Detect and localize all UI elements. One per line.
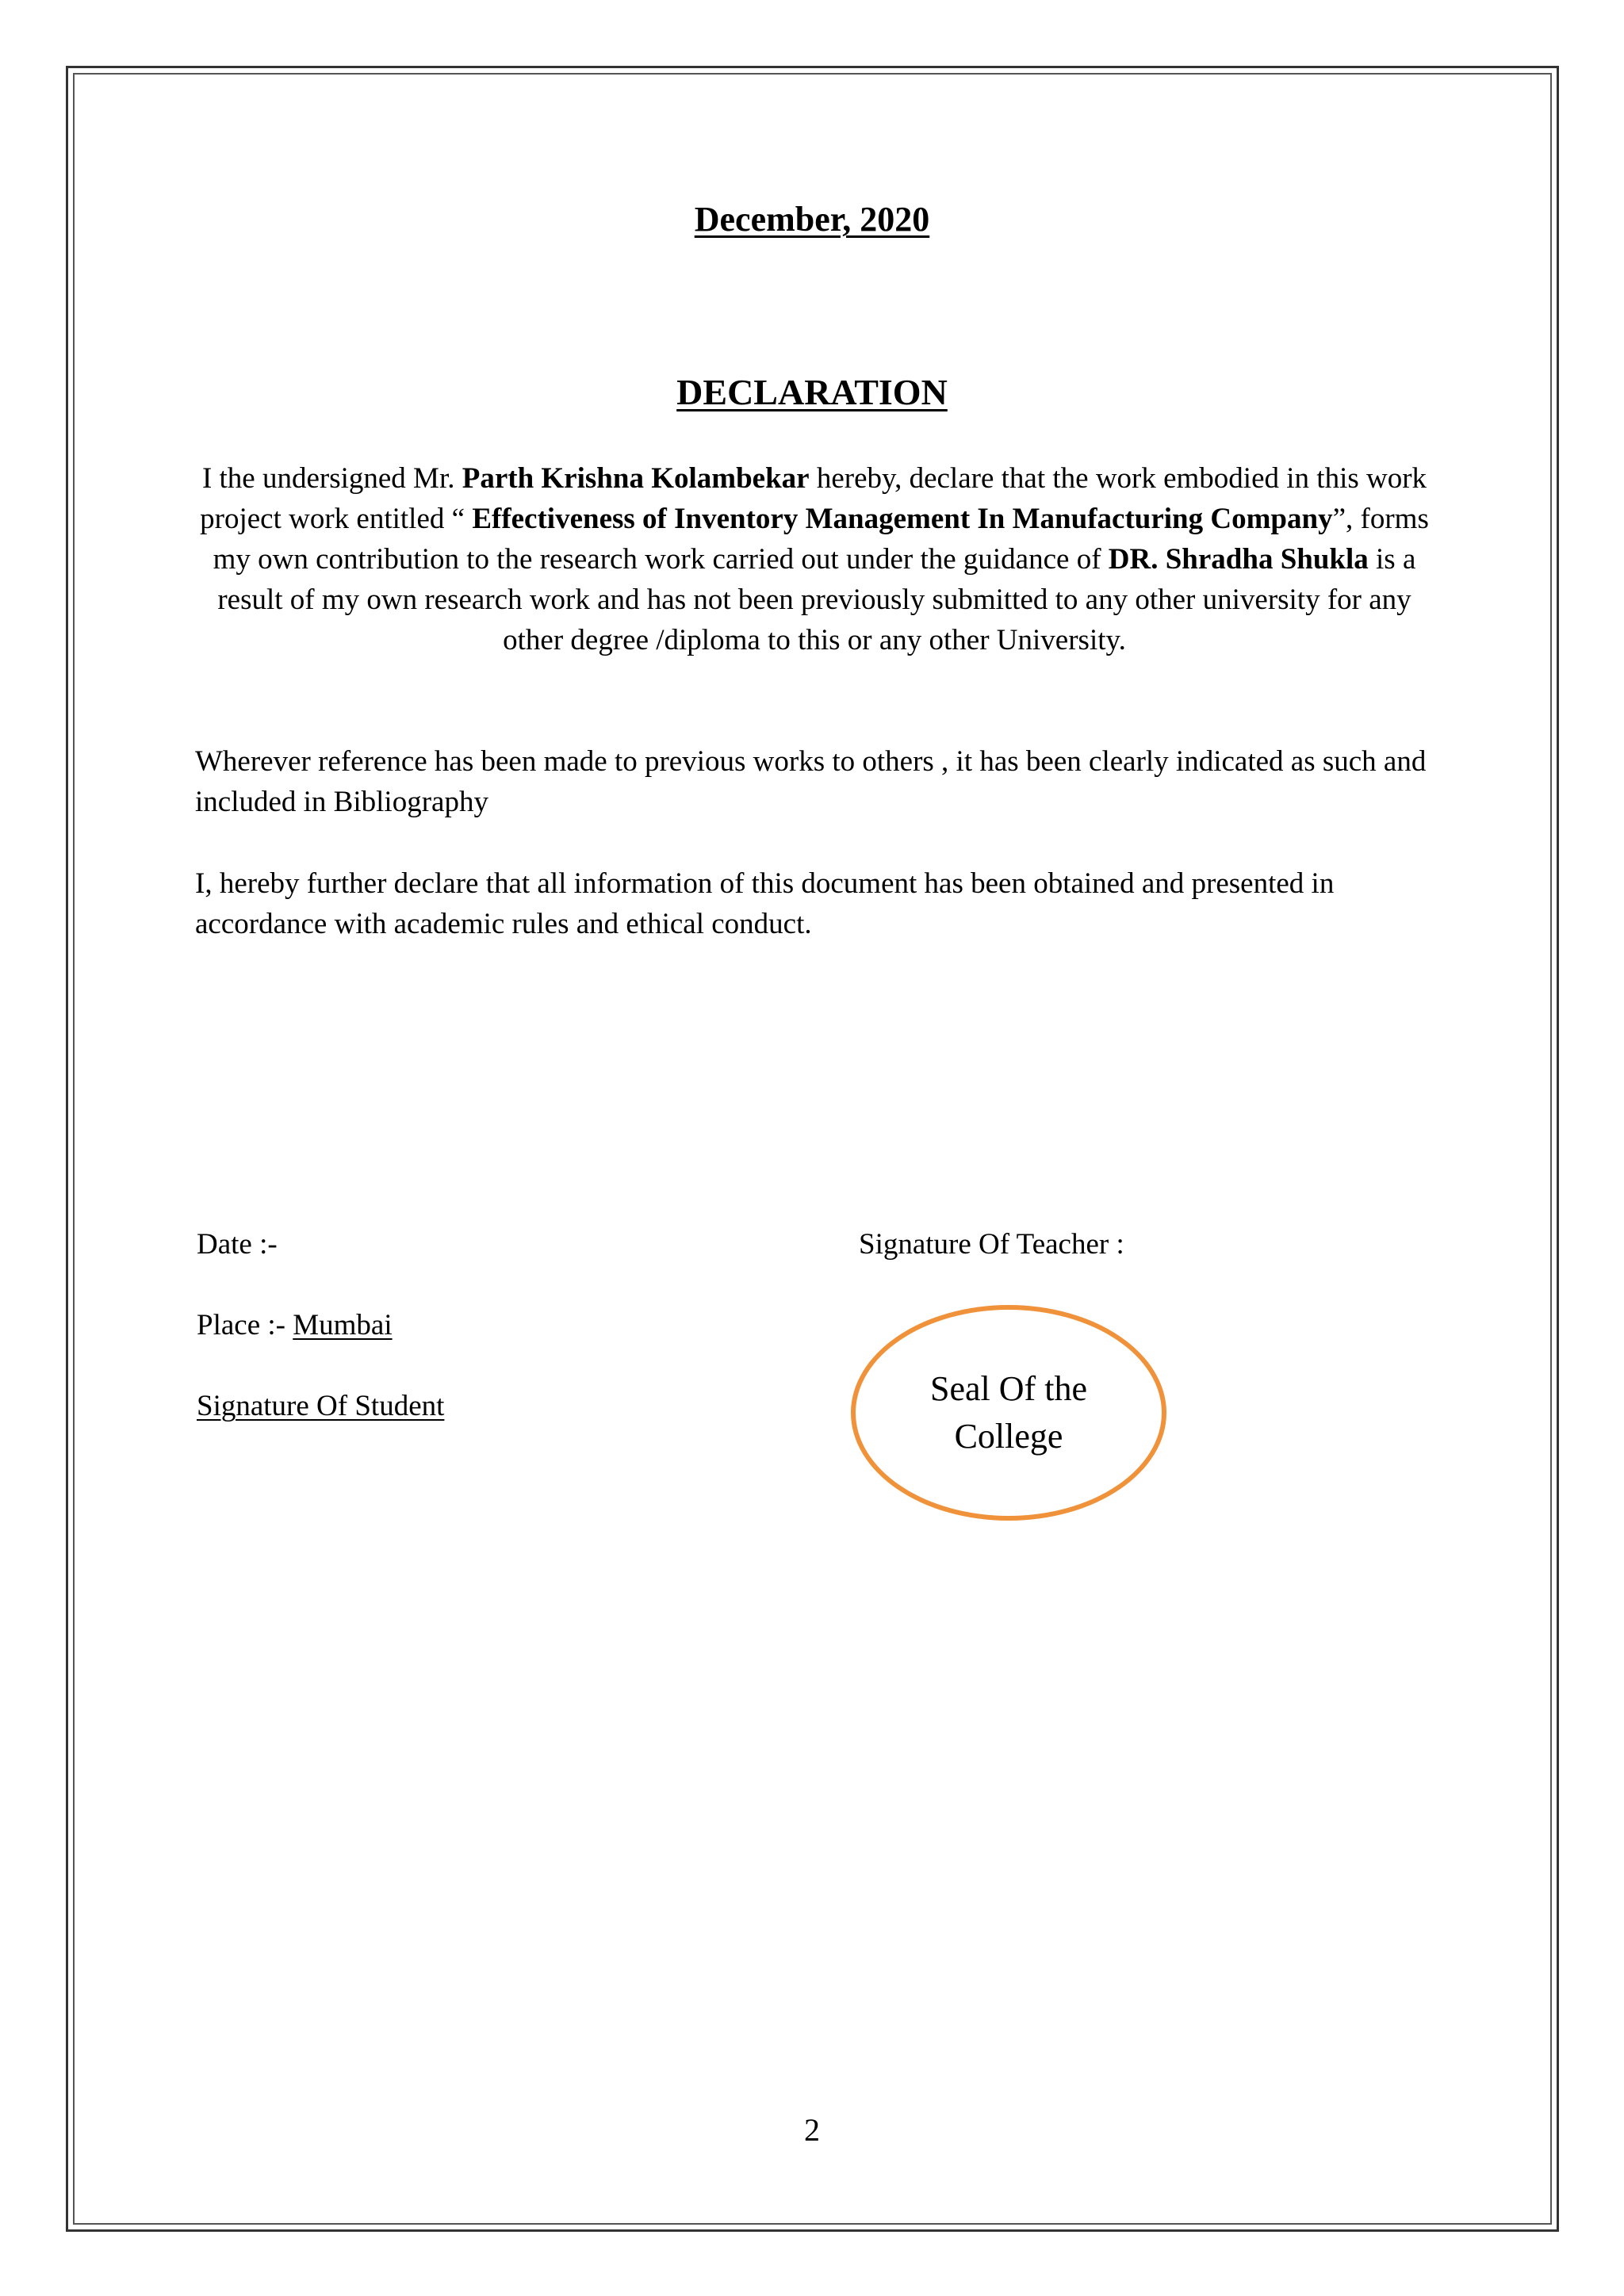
date-field: Date :- — [197, 1228, 278, 1261]
para1-text-3: ”, forms my own contribution to the research work carried out under the guidance of — [213, 503, 1429, 576]
declaration-title — [0, 369, 1624, 416]
para1-text-1: I the undersigned Mr. — [201, 462, 462, 495]
project-title: Effectiveness of Inventory Management In Manufacturing Company — [472, 503, 1333, 535]
page-number: 2 — [804, 2112, 820, 2148]
teacher-signature-label: Signature Of Teacher : — [859, 1228, 1124, 1261]
seal-text: Seal Of the College — [930, 1369, 1087, 1456]
place-label: Place :- — [197, 1309, 293, 1341]
place-value: Mumbai — [293, 1309, 393, 1341]
para1-text-4: is a result of my own research work and has not been previously submitted to any other university for any other degree /diploma to this or any other University. — [217, 543, 1416, 656]
guide-name: DR. Shradha Shukla — [1108, 543, 1369, 576]
date-heading — [0, 196, 1624, 243]
student-name: Parth Krishna Kolambekar — [462, 462, 810, 495]
declaration-paragraph-2: Wherever reference has been made to previous works to others , it has been clearly indicated as such and included in Bibliography — [195, 745, 1427, 818]
student-signature-label: Signature Of Student — [197, 1390, 445, 1422]
date-heading-text: December, 2020 — [694, 200, 930, 239]
para1-text-2: hereby, declare that the work embodied in this work project work entitled “ — [200, 462, 1427, 535]
place-field — [197, 1305, 393, 1345]
declaration-paragraph-1 — [195, 458, 1434, 660]
declaration-paragraph-3: I, hereby further declare that all information of this document has been obtained and presented in accordance with academic rules and ethical conduct. — [195, 867, 1335, 940]
declaration-title-text: DECLARATION — [676, 372, 948, 412]
college-seal — [851, 1305, 1166, 1521]
